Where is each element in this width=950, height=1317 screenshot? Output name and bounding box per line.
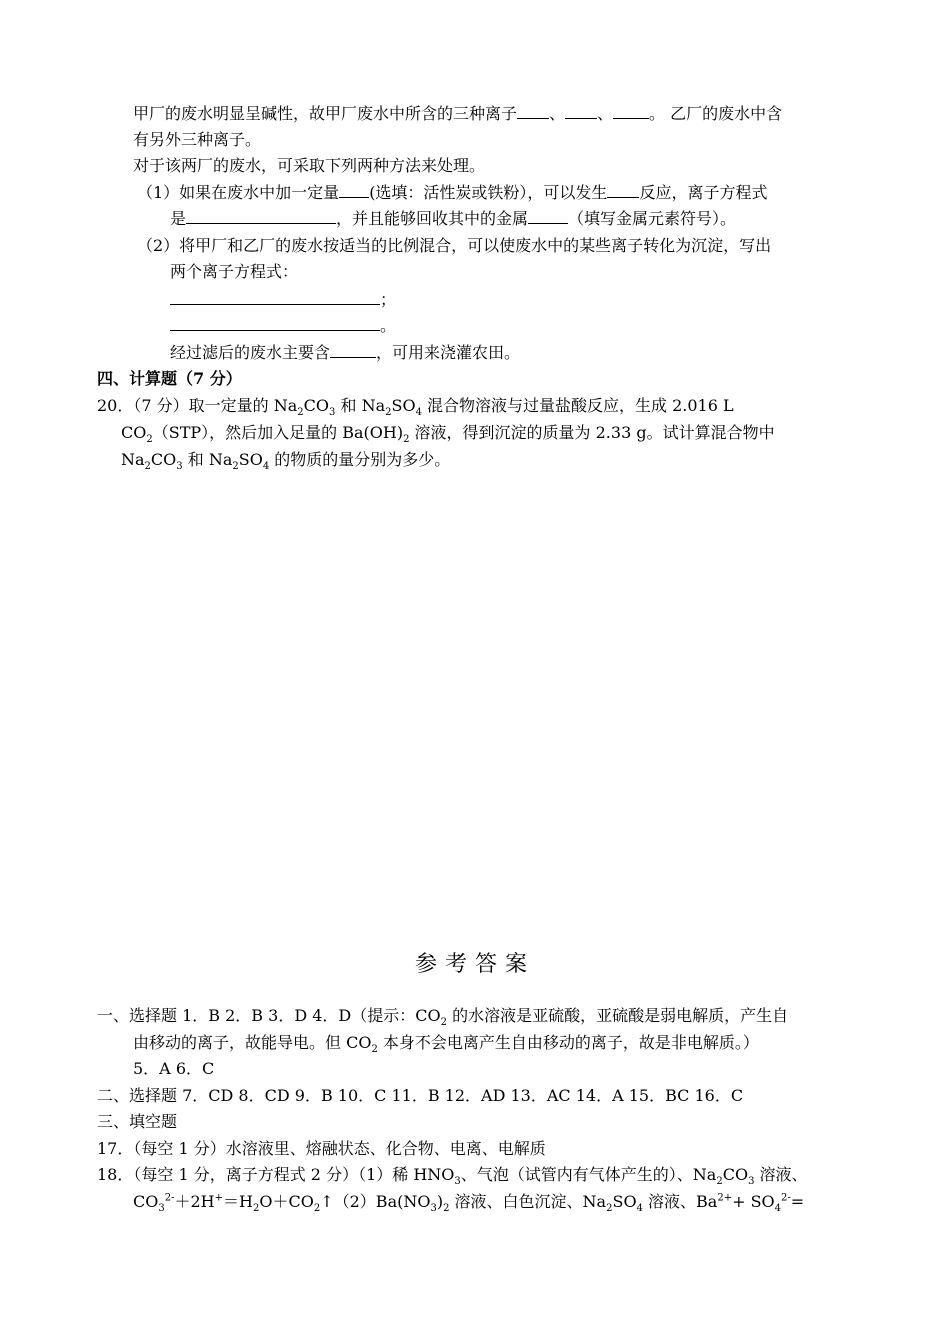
blank xyxy=(186,209,336,224)
blank xyxy=(528,209,568,224)
answer-line-3: 5．A 6．C xyxy=(133,1059,215,1078)
answer-line-8: $CO_3^{2-}+2H^+=H_2O+CO_2↑(2)Ba(NO_3)_2$ 溶液、白色沉淀、$Na_2SO_4$ 溶液、$Ba^{2+}+ SO_4^{2-}=$ xyxy=(133,1192,805,1215)
q19-part2-line-2: 两个离子方程式： xyxy=(170,262,299,281)
answer-line-6: 17．（每空 1 分）水溶液里、熔融状态、化合物、电离、电解质 xyxy=(97,1139,546,1158)
blank xyxy=(607,183,639,198)
blank xyxy=(565,104,597,119)
q19-part1-line-1: （1）如果在废水中加一定量 (选填：活性炭或铁粉），可以发生 反应，离子方程式 xyxy=(137,183,768,202)
q19-answer-line-2: 。 xyxy=(170,313,396,339)
answers-title: 参考答案 xyxy=(414,952,535,977)
q19-part1-line-2: 是 ，并且能够回收其中的金属 （填写金属元素符号）。 xyxy=(170,209,737,228)
blank xyxy=(613,104,649,119)
blank xyxy=(517,104,549,119)
q19-line-2: 有另外三种离子。 xyxy=(133,130,262,149)
blank xyxy=(330,343,376,358)
blank xyxy=(339,183,369,198)
q19-answer-line-1: ； xyxy=(170,287,396,313)
blank xyxy=(170,316,380,331)
blank xyxy=(170,290,380,305)
answer-line-1: 一、选择题 1．B 2．B 3．D 4．D（提示：$CO_2$ 的水溶液是亚硫酸，亚硫酸是弱电解质，产生自 xyxy=(97,1006,789,1029)
q19-part2-line-1: （2）将甲厂和乙厂的废水按适当的比例混合，可以使废水中的某些离子转化为沉淀，写出 xyxy=(137,236,772,255)
q20-line-2: $CO_2(STP)$，然后加入足量的 $Ba(OH)_2$ 溶液，得到沉淀的质量为 2.33 g。试计算混合物中 xyxy=(121,423,775,446)
q20-line-1: 20．（7 分）取一定量的 $Na_2CO_3$ 和 $Na_2SO_4$ 混合物溶液与过量盐酸反应，生成 2.016 L xyxy=(97,396,734,419)
answer-line-5: 三、填空题 xyxy=(97,1112,178,1131)
q19-line-1: 甲厂的废水明显呈碱性，故甲厂废水中所含的三种离子 、 、 。 乙厂的废水中含 xyxy=(133,104,783,123)
answer-line-7: 18．（每空 1 分，离子方程式 2 分）（1）稀 $HNO_3$、气泡（试管内有气体产生的）、$Na_2CO_3$ 溶液、 xyxy=(97,1165,808,1188)
q19-line-final: 经过滤后的废水主要含 ，可用来浇灌农田。 xyxy=(170,343,521,362)
q19-line-3: 对于该两厂的废水，可采取下列两种方法来处理。 xyxy=(133,156,486,175)
answer-line-4: 二、选择题 7．CD 8．CD 9．B 10．C 11．B 12．AD 13．AC 14．A 15．BC 16．C xyxy=(97,1086,744,1105)
q20-line-3: $Na_2CO_3$ 和 $Na_2SO_4$ 的物质的量分别为多少。 xyxy=(121,450,451,473)
answer-line-2: 由移动的离子，故能导电。但 $CO_2$ 本身不会电离产生自由移动的离子，故是非电解质。） xyxy=(133,1033,759,1056)
section-heading: 四、计算题（7 分） xyxy=(97,369,242,388)
